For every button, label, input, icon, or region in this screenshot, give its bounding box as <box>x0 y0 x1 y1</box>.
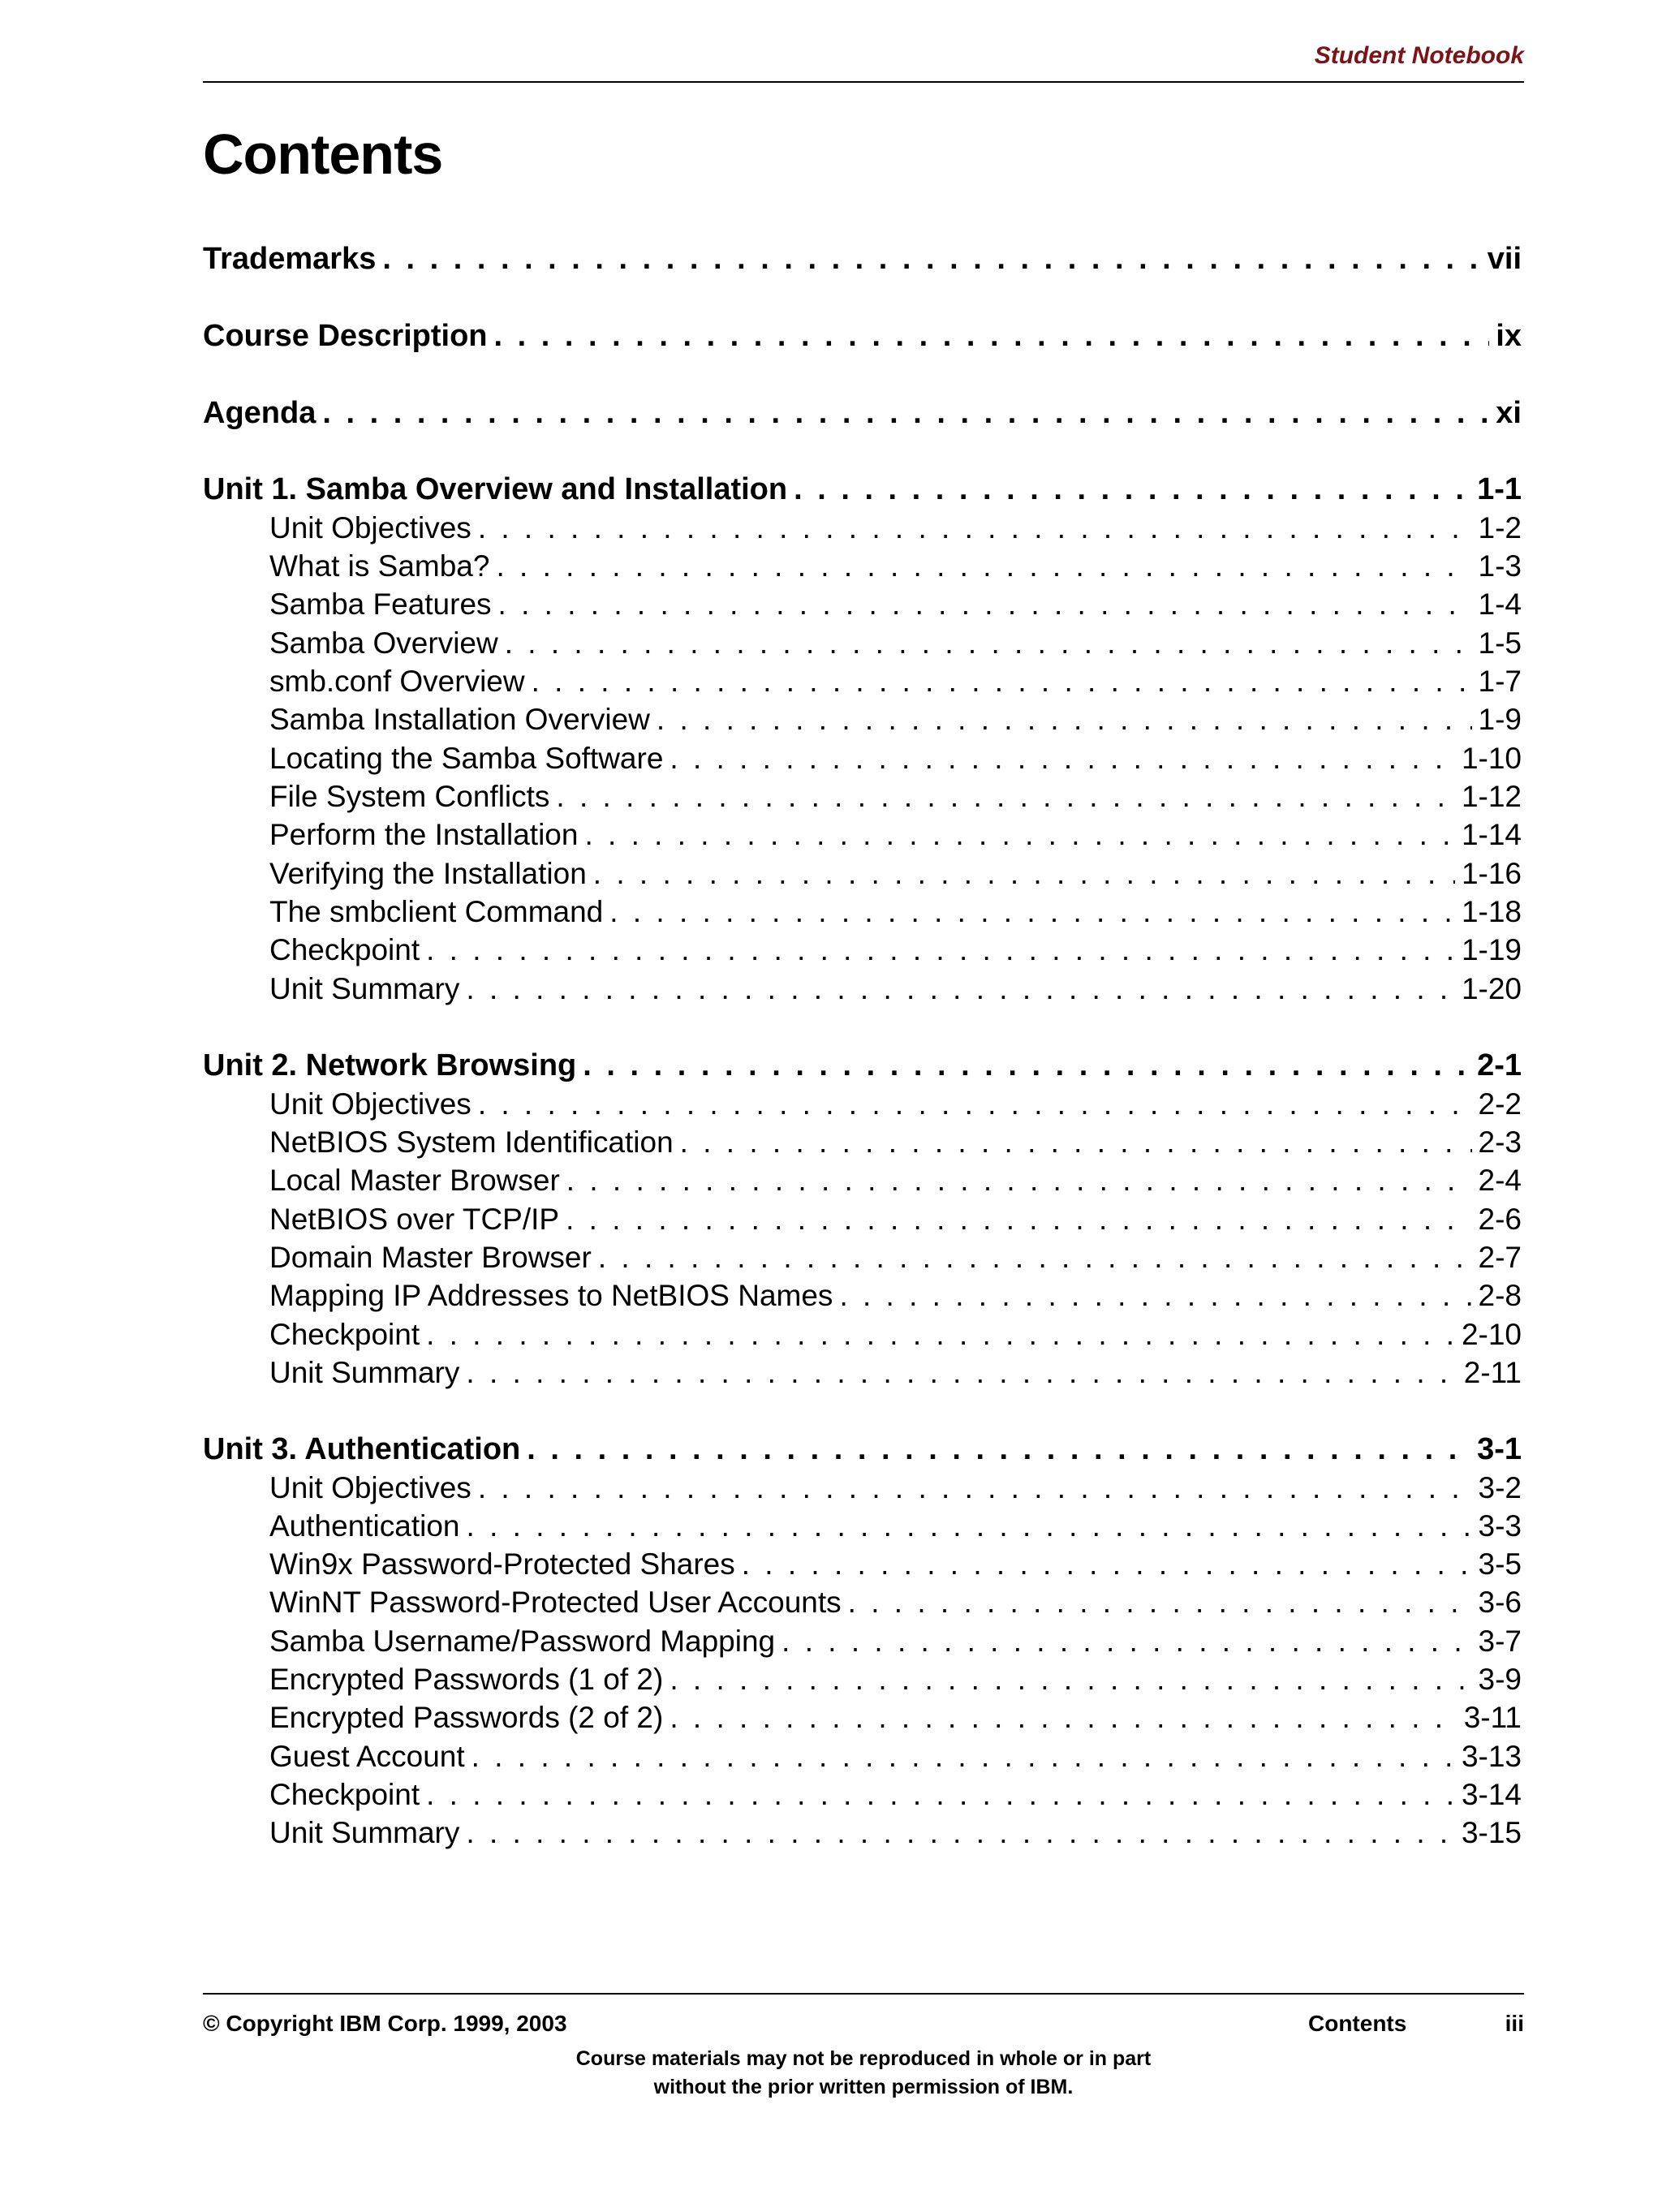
toc-subentry-label: Checkpoint <box>269 1778 420 1811</box>
footer-copyright: © Copyright IBM Corp. 1999, 2003 <box>203 2011 567 2036</box>
toc-subentry[interactable] <box>269 1740 1522 1774</box>
toc-subentry-label: Locating the Samba Software <box>269 742 664 775</box>
toc-subentry-page: 1-2 <box>1478 511 1522 544</box>
toc-subentry-label: Samba Overview <box>269 626 498 660</box>
leader-dots <box>794 472 1470 507</box>
toc-subentry-page: 1-19 <box>1461 933 1522 966</box>
leader-dots <box>527 1432 1470 1467</box>
leader-dots <box>670 742 1455 776</box>
toc-subentry-page: 1-16 <box>1461 857 1522 890</box>
toc-entry-course-description[interactable] <box>203 319 1522 354</box>
toc-subentry-page: 1-7 <box>1478 665 1522 698</box>
toc-subentry-label: Encrypted Passwords (2 of 2) <box>269 1701 664 1734</box>
leader-dots <box>742 1547 1472 1582</box>
leader-dots <box>505 626 1472 661</box>
toc-subentry-label: What is Samba? <box>269 549 490 583</box>
toc-entry-page: 1-1 <box>1477 472 1522 506</box>
toc-subentry[interactable] <box>269 742 1522 776</box>
toc-subentry-label: Unit Summary <box>269 1816 460 1849</box>
toc-subentry-label: Perform the Installation <box>269 818 579 851</box>
footer-section-name: Contents <box>1308 2011 1407 2036</box>
footer-notice-line-2: without the prior written permission of IBM. <box>653 2076 1074 2098</box>
toc-subentry[interactable] <box>269 1778 1522 1812</box>
toc-subentry-label: The smbclient Command <box>269 895 604 928</box>
toc-subentry-label: Unit Objectives <box>269 1471 471 1504</box>
toc-subentry[interactable] <box>269 549 1522 583</box>
toc-subentry-page: 1-4 <box>1478 587 1522 621</box>
footer-rule <box>203 1993 1524 1995</box>
toc-subentry[interactable] <box>269 1164 1522 1198</box>
toc-subentry[interactable] <box>269 587 1522 622</box>
toc-subentry-label: Mapping IP Addresses to NetBIOS Names <box>269 1279 833 1312</box>
toc-subentry-label: Unit Objectives <box>269 1087 471 1121</box>
toc-subentry-page: 2-4 <box>1478 1164 1522 1197</box>
toc-entry-label: Unit 3. Authentication <box>203 1432 521 1466</box>
toc-subentry-page: 3-9 <box>1478 1663 1522 1696</box>
toc-subentry[interactable] <box>269 857 1522 891</box>
toc-subentry-page: 1-14 <box>1461 818 1522 851</box>
leader-dots <box>583 1048 1470 1083</box>
leader-dots <box>566 1164 1472 1198</box>
leader-dots <box>593 857 1455 891</box>
toc-subentry-label: Checkpoint <box>269 933 420 966</box>
toc-subentry-page: 1-5 <box>1478 626 1522 660</box>
toc-subentry-page: 2-11 <box>1463 1356 1522 1389</box>
toc-subentry[interactable] <box>269 780 1522 814</box>
toc-subentry-page: 2-6 <box>1478 1203 1522 1236</box>
toc-subentry-label: Guest Account <box>269 1740 465 1773</box>
page-title: Contents <box>203 123 443 186</box>
leader-dots <box>598 1241 1472 1275</box>
toc-subentry-page: 2-7 <box>1478 1241 1522 1274</box>
leader-dots <box>494 319 1490 354</box>
toc-subentry-label: smb.conf Overview <box>269 665 525 698</box>
toc-subentry[interactable] <box>269 1203 1522 1237</box>
running-header: Student Notebook <box>1314 42 1524 69</box>
toc-subentry[interactable] <box>269 1356 1522 1390</box>
leader-dots <box>566 1203 1471 1237</box>
toc-subentry-page: 2-8 <box>1478 1279 1522 1312</box>
toc-subentry-label: WinNT Password-Protected User Accounts <box>269 1586 842 1619</box>
toc-subentry-label: Checkpoint <box>269 1318 420 1351</box>
toc-subentry-label: Samba Username/Password Mapping <box>269 1625 776 1658</box>
toc-subentry[interactable] <box>269 1509 1522 1543</box>
toc-subentry[interactable] <box>269 1125 1522 1160</box>
leader-dots <box>426 933 1455 967</box>
toc-entry-page: 3-1 <box>1477 1432 1522 1466</box>
toc-subentry[interactable] <box>269 1663 1522 1697</box>
toc-subentry[interactable] <box>269 1586 1522 1620</box>
toc-entry-page: vii <box>1487 242 1522 276</box>
toc-subentry-page: 2-3 <box>1478 1125 1522 1159</box>
toc-subentry-page: 3-11 <box>1463 1701 1522 1734</box>
leader-dots <box>781 1625 1471 1659</box>
toc-subentry-page: 1-18 <box>1461 895 1522 928</box>
toc-subentry[interactable] <box>269 665 1522 699</box>
toc-unit-2[interactable] <box>203 1048 1522 1083</box>
toc-subentry-page: 1-12 <box>1461 780 1522 813</box>
toc-subentry[interactable] <box>269 703 1522 737</box>
leader-dots <box>670 1663 1471 1697</box>
toc-subentry-label: Encrypted Passwords (1 of 2) <box>269 1663 664 1696</box>
toc-subentry-label: Unit Summary <box>269 1356 460 1389</box>
toc-subentry-label: Authentication <box>269 1509 460 1543</box>
toc-entry-page: ix <box>1496 319 1522 353</box>
toc-subentry-page: 2-2 <box>1478 1087 1522 1121</box>
leader-dots <box>471 1740 1455 1774</box>
leader-dots <box>556 780 1455 814</box>
toc-subentry[interactable] <box>269 1087 1522 1121</box>
toc-subentry-label: Win9x Password-Protected Shares <box>269 1547 735 1581</box>
leader-dots <box>426 1318 1455 1352</box>
toc-entry-label: Unit 2. Network Browsing <box>203 1048 577 1082</box>
toc-subentry[interactable] <box>269 1279 1522 1313</box>
toc-entry-agenda[interactable] <box>203 396 1522 431</box>
toc-subentry-label: Samba Features <box>269 587 492 621</box>
toc-subentry[interactable] <box>269 511 1522 545</box>
toc-subentry-page: 3-15 <box>1461 1816 1522 1849</box>
toc-subentry-label: Domain Master Browser <box>269 1241 592 1274</box>
leader-dots <box>839 1279 1471 1313</box>
leader-dots <box>426 1778 1455 1812</box>
leader-dots <box>382 242 1480 277</box>
toc-entry-label: Trademarks <box>203 242 377 276</box>
leader-dots <box>322 396 1489 431</box>
toc-subentry-label: Unit Summary <box>269 972 460 1005</box>
toc-subentry-page: 1-20 <box>1461 972 1522 1005</box>
leader-dots <box>466 1356 1457 1390</box>
toc-subentry[interactable] <box>269 1547 1522 1582</box>
toc-subentry-label: NetBIOS over TCP/IP <box>269 1203 560 1236</box>
toc-subentry-label: NetBIOS System Identification <box>269 1125 674 1159</box>
toc-subentry[interactable] <box>269 818 1522 852</box>
footer-notice-line-1: Course materials may not be reproduced in whole or in part <box>575 2047 1152 2070</box>
toc-entry-trademarks[interactable] <box>203 242 1522 277</box>
leader-dots <box>466 972 1455 1006</box>
toc-subentry[interactable] <box>269 1701 1522 1735</box>
toc-subentry-label: File System Conflicts <box>269 780 550 813</box>
toc-subentry[interactable] <box>269 1625 1522 1659</box>
toc-subentry[interactable] <box>269 1471 1522 1505</box>
leader-dots <box>609 895 1455 929</box>
leader-dots <box>467 1509 1472 1543</box>
toc-subentry-page: 3-13 <box>1461 1740 1522 1773</box>
toc-unit-1[interactable] <box>203 472 1522 507</box>
leader-dots <box>466 1816 1455 1850</box>
leader-dots <box>848 1586 1472 1620</box>
leader-dots <box>657 703 1472 737</box>
toc-subentry[interactable] <box>269 626 1522 661</box>
toc-entry-label: Agenda <box>203 396 316 430</box>
header-rule <box>203 81 1524 83</box>
leader-dots <box>532 665 1472 699</box>
leader-dots <box>670 1701 1457 1735</box>
toc-subentry-label: Samba Installation Overview <box>269 703 650 736</box>
toc-entry-page: xi <box>1496 396 1522 430</box>
toc-entry-label: Course Description <box>203 319 488 353</box>
toc-entry-page: 2-1 <box>1477 1048 1522 1082</box>
footer-page-number: iii <box>1505 2011 1524 2036</box>
toc-subentry[interactable] <box>269 1318 1522 1352</box>
toc-subentry[interactable] <box>269 1241 1522 1275</box>
toc-subentry-page: 3-3 <box>1478 1509 1522 1543</box>
toc-unit-3[interactable] <box>203 1432 1522 1467</box>
toc-subentry-page: 3-6 <box>1478 1586 1522 1619</box>
toc-subentry[interactable] <box>269 933 1522 967</box>
leader-dots <box>498 587 1472 622</box>
leader-dots <box>478 1471 1472 1505</box>
toc-subentry[interactable] <box>269 895 1522 929</box>
toc-subentry-page: 1-10 <box>1461 742 1522 775</box>
toc-subentry-page: 3-2 <box>1478 1471 1522 1504</box>
toc-subentry-page: 1-3 <box>1478 549 1522 583</box>
toc-subentry-page: 2-10 <box>1461 1318 1522 1351</box>
toc-subentry-label: Verifying the Installation <box>269 857 587 890</box>
toc-subentry-page: 3-7 <box>1478 1625 1522 1658</box>
toc-subentry-page: 3-5 <box>1478 1547 1522 1581</box>
leader-dots <box>584 818 1454 852</box>
toc-subentry[interactable] <box>269 1816 1522 1850</box>
toc-subentry-page: 1-9 <box>1478 703 1522 736</box>
leader-dots <box>478 511 1472 545</box>
toc-subentry-label: Unit Objectives <box>269 511 471 544</box>
toc-subentry-label: Local Master Browser <box>269 1164 560 1197</box>
toc-subentry[interactable] <box>269 972 1522 1006</box>
leader-dots <box>478 1087 1472 1121</box>
leader-dots <box>680 1125 1472 1160</box>
toc-subentry-page: 3-14 <box>1461 1778 1522 1811</box>
leader-dots <box>496 549 1471 583</box>
toc-entry-label: Unit 1. Samba Overview and Installation <box>203 472 788 506</box>
